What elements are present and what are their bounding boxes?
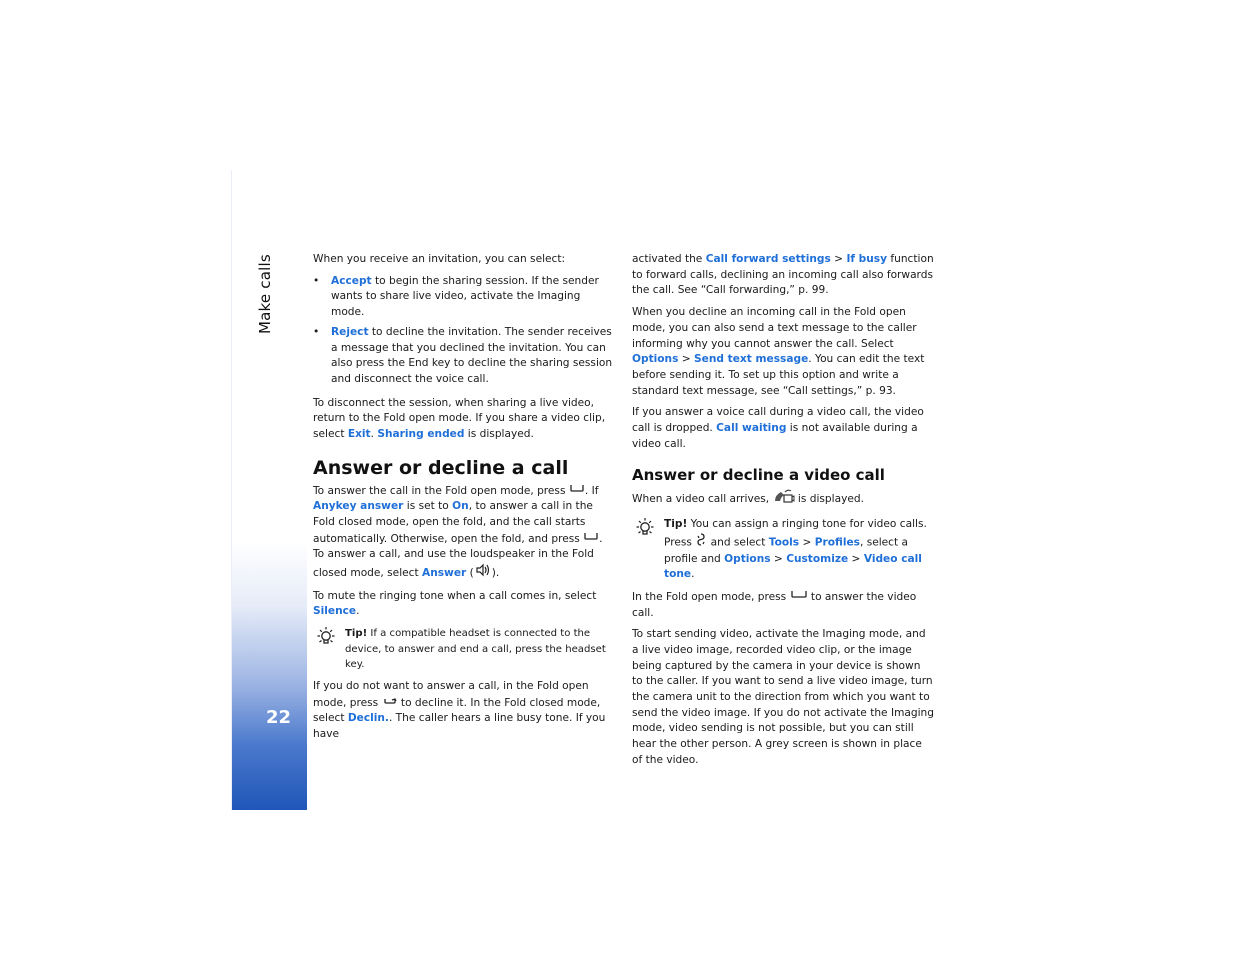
anykey-answer-setting[interactable]: Anykey answer [313,500,404,513]
intro-text: When you receive an invitation, you can select: [313,253,566,265]
reject-option[interactable]: Reject [331,325,369,338]
right-column [632,252,934,775]
decline-message-paragraph: When you decline an incoming call in the Fold open mode, you can also send a text message to the caller informing why you cannot answer the call. Select Options > Send text message. You can edit the text before sending it. To set up this option and write a standard text message, see “Call settings,” p. 93. [632,306,925,397]
tools-menu[interactable]: Tools [768,536,800,549]
options-menu[interactable]: Options [632,353,679,366]
forward-paragraph: activated the Call forward settings > If busy function to forward calls, declining an incoming call also forwards the call. See “Call forwarding,” p. 99. [632,253,934,297]
send-text-message-option[interactable]: Send text message [694,353,809,366]
call-key-icon [583,531,599,547]
subsection-heading: Answer or decline a video call [632,466,885,485]
accept-option[interactable]: Accept [331,274,372,287]
if-busy-option[interactable]: If busy [846,253,888,265]
tip-text: If a compatible headset is connected to the device, to answer and end a call, press the headset key. [345,628,606,671]
customize-option[interactable]: Customize [786,552,849,565]
silence-option[interactable]: Silence [313,605,357,618]
declin-option[interactable]: Declin. [347,712,389,725]
tip-label: Tip! [345,628,368,640]
loudspeaker-icon [474,563,492,583]
menu-key-icon [695,533,707,552]
tip-box [313,626,613,673]
tip-bulb-icon [315,626,337,648]
list-item-text: to begin the sharing session. If the sender wants to share live video, activate the Imaging mode. [331,274,599,319]
call-key-icon [569,483,585,499]
sharing-ended-label: Sharing ended [377,428,465,441]
call-forward-settings-option[interactable]: Call forward settings [705,253,831,265]
video-call-tone-option[interactable]: Video call tone [664,552,922,581]
video-call-icon [773,487,795,511]
answer-option[interactable]: Answer [422,566,467,579]
tip-label: Tip! [664,518,688,531]
on-option[interactable]: On [452,500,469,513]
tip-box: Tip! You can assign a ringing tone for video calls. Press and select Tools > Profiles, select a profile and Options > Customize > Video call tone. [632,517,934,583]
tip-bulb-icon [634,517,656,539]
section-heading: Answer or decline a call [313,456,569,479]
video-arrives-paragraph: When a video call arrives, is displayed. [632,487,934,511]
page-number: 22 [266,707,292,728]
voice-during-video-paragraph: If you answer a voice call during a video call, the video call is dropped. Call waiting is not available during a video call. [632,406,924,450]
answer-video-paragraph: In the Fold open mode, press to answer the video call. [632,590,917,619]
bullet: • [313,274,320,287]
list-item [313,274,613,321]
left-column [313,252,613,749]
list-item [313,325,613,388]
call-waiting-option[interactable]: Call waiting [716,422,787,435]
mute-paragraph: To mute the ringing tone when a call comes in, select Silence. [313,589,597,618]
list-item-text: to decline the invitation. The sender receives a message that you declined the invitation. You can also press the End key to decline the sharing session and disconnect the voice call. [331,325,613,385]
exit-option[interactable]: Exit [347,428,371,441]
options-menu[interactable]: Options [724,552,771,565]
answer-paragraph: To answer the call in the Fold open mode, press . If Anykey answer is set to On, to answer a call in the Fold closed mode, open the fold, and the call starts automatically. Otherwise, open the fold, and press . To answer a call, and use the loudspeaker in the Fold closed mode, select Answer ( ). [313,483,613,583]
start-video-paragraph: To start sending video, activate the Imaging mode, and a live video image, recorded video clip, or the image being captured by the camera in your device is shown to the caller. If you want to send a live video image, turn the camera unit to the direction from which you want to send the video image. If you do not activate the Imaging mode, video sending is not possible, but you can still hear the other person. A grey screen is shown in place of the video. [632,628,934,766]
end-key-icon [382,695,398,711]
disconnect-paragraph: To disconnect the session, when sharing a live video, return to the Fold open mode. If you share a video clip, select Exit. Sharing ended is displayed. [313,396,606,441]
profiles-menu[interactable]: Profiles [814,536,860,549]
section-title: Make calls [256,254,274,334]
decline-paragraph: If you do not want to answer a call, in the Fold open mode, press to decline it. In the Fold closed mode, select Declin.. The caller hears a line busy tone. If you have [313,680,606,741]
call-key-icon [790,589,808,605]
bullet: • [313,325,320,338]
